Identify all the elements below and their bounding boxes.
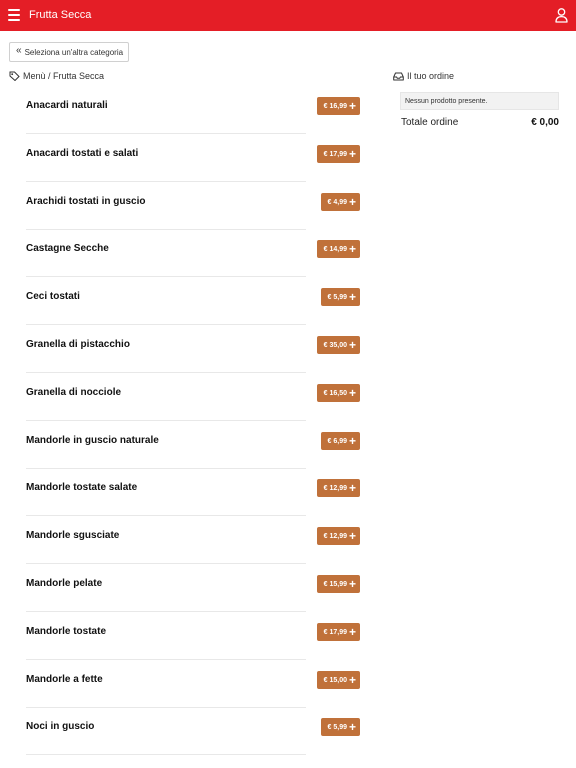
double-chevron-left-icon: «: [16, 45, 22, 56]
product-price: € 6,99: [327, 437, 347, 445]
breadcrumb: [9, 71, 104, 81]
select-other-category-label: Seleziona un'altra categoria: [24, 47, 124, 57]
product-name: Noci in guscio: [26, 721, 95, 732]
product-item: [26, 339, 360, 387]
plus-icon: +: [348, 720, 356, 734]
product-divider: [26, 611, 306, 612]
product-divider: [26, 372, 306, 373]
breadcrumb-text: Menù / Frutta Secca: [23, 71, 105, 81]
product-divider: [26, 659, 306, 660]
product-divider: [26, 324, 306, 325]
product-name: Mandorle a fette: [26, 674, 103, 685]
product-price: € 35,00: [323, 341, 347, 349]
product-divider: [26, 229, 306, 230]
product-item: [26, 100, 360, 148]
product-price: € 15,00: [323, 676, 347, 684]
product-item: [26, 387, 360, 435]
plus-icon: +: [348, 625, 356, 639]
product-price: € 17,99: [323, 150, 347, 158]
product-item: [26, 196, 360, 244]
plus-icon: +: [348, 338, 356, 352]
plus-icon: +: [348, 386, 356, 400]
product-price: € 5,99: [327, 293, 347, 301]
product-name: Granella di pistacchio: [26, 339, 130, 350]
product-price: € 12,99: [323, 532, 347, 540]
product-divider: [26, 181, 306, 182]
product-item: [26, 674, 360, 722]
order-header: [393, 71, 454, 81]
plus-icon: +: [348, 147, 356, 161]
product-price: € 4,99: [327, 198, 347, 206]
add-to-order-button[interactable]: [317, 623, 360, 641]
product-price: € 16,99: [323, 102, 347, 110]
plus-icon: +: [348, 529, 356, 543]
product-divider: [26, 707, 306, 708]
product-item: [26, 626, 360, 674]
product-divider: [26, 515, 306, 516]
product-price: € 14,99: [323, 245, 347, 253]
add-to-order-button[interactable]: [317, 384, 360, 402]
product-divider: [26, 754, 306, 755]
app-title: Frutta Secca: [29, 9, 92, 21]
product-name: Castagne Secche: [26, 243, 109, 254]
product-name: Mandorle tostate salate: [26, 482, 138, 493]
product-divider: [26, 563, 306, 564]
product-item: [26, 243, 360, 291]
product-price: € 15,99: [323, 580, 347, 588]
add-to-order-button[interactable]: [317, 145, 360, 163]
add-to-order-button[interactable]: [317, 479, 360, 497]
add-to-order-button[interactable]: [317, 240, 360, 258]
order-title: Il tuo ordine: [407, 71, 455, 81]
plus-icon: +: [348, 673, 356, 687]
product-name: Arachidi tostati in guscio: [26, 196, 146, 207]
product-item: [26, 530, 360, 578]
product-price: € 12,99: [323, 484, 347, 492]
product-name: Mandorle tostate: [26, 626, 107, 637]
product-item: [26, 482, 360, 530]
product-item: [26, 291, 360, 339]
product-divider: [26, 420, 306, 421]
plus-icon: +: [348, 195, 356, 209]
order-total-label: Totale ordine: [401, 117, 459, 128]
product-item: [26, 578, 360, 626]
product-divider: [26, 276, 306, 277]
product-name: Anacardi tostati e salati: [26, 148, 139, 159]
add-to-order-button[interactable]: [321, 193, 360, 211]
product-name: Mandorle in guscio naturale: [26, 435, 159, 446]
add-to-order-button[interactable]: [317, 527, 360, 545]
plus-icon: +: [348, 434, 356, 448]
product-price: € 16,50: [323, 389, 347, 397]
plus-icon: +: [348, 290, 356, 304]
add-to-order-button[interactable]: [317, 671, 360, 689]
add-to-order-button[interactable]: [317, 575, 360, 593]
hamburger-menu-icon[interactable]: [8, 9, 20, 21]
product-price: € 5,99: [327, 723, 347, 731]
inbox-tray-icon: [393, 72, 404, 81]
product-name: Granella di nocciole: [26, 387, 122, 398]
product-item: [26, 435, 360, 483]
add-to-order-button[interactable]: [321, 718, 360, 736]
plus-icon: +: [348, 481, 356, 495]
order-total-value: € 0,00: [531, 117, 559, 128]
product-price: € 17,99: [323, 628, 347, 636]
product-divider: [26, 133, 306, 134]
user-icon[interactable]: [555, 8, 568, 23]
plus-icon: +: [348, 577, 356, 591]
add-to-order-button[interactable]: [317, 336, 360, 354]
product-divider: [26, 468, 306, 469]
product-name: Anacardi naturali: [26, 100, 108, 111]
add-to-order-button[interactable]: [321, 432, 360, 450]
tag-icon: [9, 71, 20, 81]
product-name: Ceci tostati: [26, 291, 80, 302]
top-app-bar: [0, 0, 576, 31]
product-item: [26, 148, 360, 196]
plus-icon: +: [348, 99, 356, 113]
product-item: [26, 721, 360, 768]
select-other-category-button[interactable]: [9, 42, 129, 62]
add-to-order-button[interactable]: [317, 97, 360, 115]
plus-icon: +: [348, 242, 356, 256]
add-to-order-button[interactable]: [321, 288, 360, 306]
product-name: Mandorle pelate: [26, 578, 103, 589]
product-name: Mandorle sgusciate: [26, 530, 120, 541]
order-empty-message: Nessun prodotto presente.: [400, 92, 559, 110]
